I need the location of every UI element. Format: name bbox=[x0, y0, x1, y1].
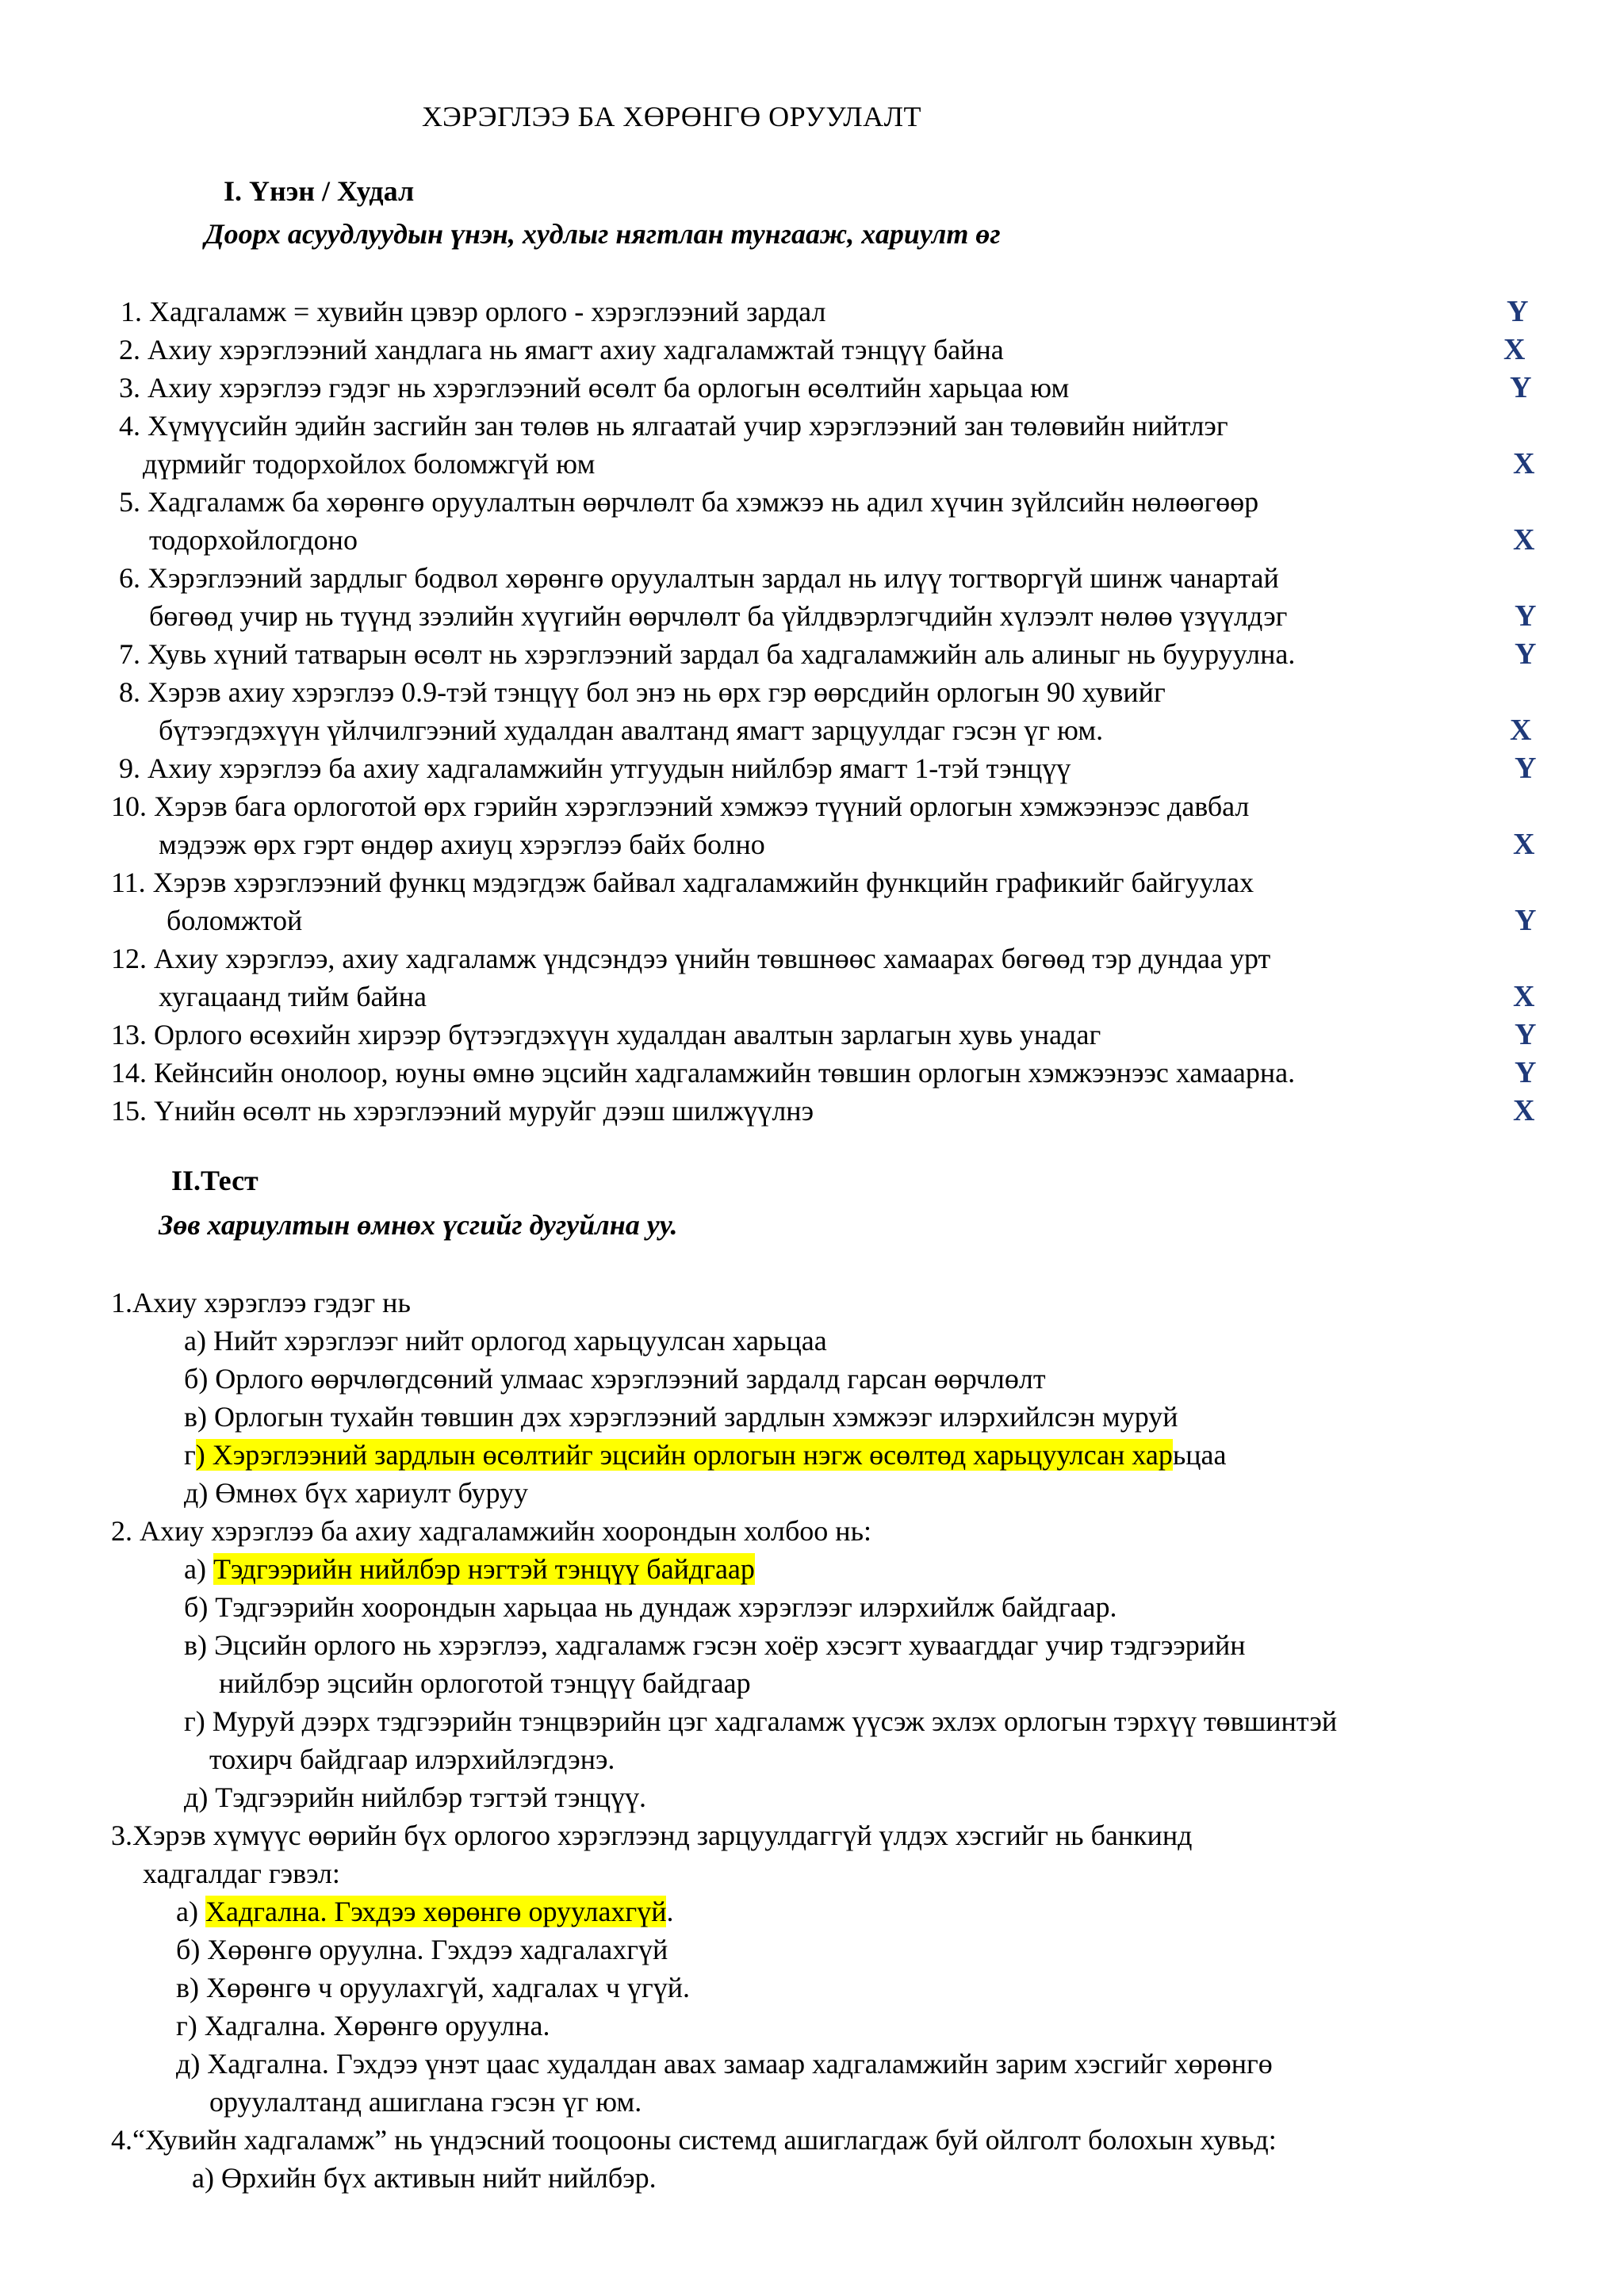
q3-stem-line1: 3.Хэрэв хүмүүс өөрийн бүх орлогоо хэрэглээнд зарцуулдаггүй үлдэх хэсгийг нь банкинд bbox=[111, 1820, 1193, 1851]
q1-stem: 1.Ахиу хэрэглээ гэдэг нь bbox=[111, 1287, 411, 1318]
tf-line-8b: бүтээгдэхүүн үйлчилгээний худалдан авалтанд ямагт зарцуулдаг гэсэн үг юм. bbox=[159, 714, 1104, 746]
tf-line-10b: мэдээж өрх гэрт өндөр ахиуц хэрэглээ байх болно bbox=[159, 828, 765, 860]
section-1-instruction: Доорх асуудлуудын үнэн, худлыг нягтлан тунгааж, хариулт өг bbox=[205, 218, 1001, 250]
q1-option-c: в) Орлогын тухайн төвшин дэх хэрэглээний зардлын хэмжээг илэрхийлсэн муруй bbox=[184, 1401, 1178, 1433]
q2-option-d-line2: тохирч байдгаар илэрхийлэгдэнэ. bbox=[209, 1743, 615, 1775]
tf-line-15: 15. Үнийн өсөлт нь хэрэглээний муруйг дээш шилжүүлнэ bbox=[111, 1095, 814, 1127]
tf-line-4a: 4. Хүмүүсийн эдийн засгийн зан төлөв нь ялгаатай учир хэрэглээний зан төлөвийн нийтлэг bbox=[119, 410, 1228, 442]
q1-option-b: б) Орлого өөрчлөгдсөний улмаас хэрэглээний зардалд гарсан өөрчлөлт bbox=[184, 1363, 1046, 1395]
answer-10: X bbox=[1513, 828, 1535, 861]
q1-option-d-highlight: ) Хэрэглээний зардлын өсөлтийг эцсийн орлогын нэгж өсөлтөд харьцуулсан хар bbox=[195, 1439, 1173, 1471]
page-title: ХЭРЭГЛЭЭ БА ХӨРӨНГӨ ОРУУЛАЛТ bbox=[422, 101, 922, 132]
tf-line-6a: 6. Хэрэглээний зардлыг бодвол хөрөнгө оруулалтын зардал нь илүү тогтворгүй шинж чанартай bbox=[119, 562, 1279, 594]
tf-line-12b: хугацаанд тийм байна bbox=[159, 981, 427, 1012]
answer-4: X bbox=[1513, 447, 1535, 480]
q4-stem: 4.“Хувийн хадгаламж” нь үндэсний тооцооны системд ашиглагдаж буй ойлголт болохын хувьд: bbox=[111, 2124, 1277, 2156]
q1-option-a: а) Нийт хэрэглээг нийт орлогод харьцуулсан харьцаа bbox=[184, 1325, 827, 1357]
q1-option-d-rest: ьцаа bbox=[1172, 1439, 1227, 1471]
answer-14: Y bbox=[1515, 1056, 1537, 1089]
q3-option-a-rest: . bbox=[666, 1896, 674, 1927]
tf-line-5a: 5. Хадгаламж ба хөрөнгө оруулалтын өөрчлөлт ба хэмжээ нь адил хүчин зүйлсийн нөлөөгөөр bbox=[119, 486, 1259, 518]
q2-option-c-line1: в) Эцсийн орлого нь хэрэглээ, хадгаламж гэсэн хоёр хэсэгт хуваагддаг учир тэдгээрийн bbox=[184, 1629, 1246, 1661]
answer-13: Y bbox=[1515, 1018, 1537, 1051]
tf-line-14: 14. Кейнсийн онолоор, юуны өмнө эцсийн хадгаламжийн төвшин орлогын хэмжээнээс хамаарна. bbox=[111, 1057, 1296, 1089]
q2-option-e: д) Тэдгээрийн нийлбэр тэгтэй тэнцүү. bbox=[184, 1781, 646, 1813]
q2-option-a-letter: а) bbox=[184, 1553, 213, 1585]
q1-option-d-letter: г bbox=[184, 1439, 196, 1471]
answer-2: X bbox=[1503, 333, 1526, 366]
tf-line-12a: 12. Ахиу хэрэглээ, ахиу хадгаламж үндсэндээ үнийн төвшнөөс хамаарах бөгөөд тэр дундаа урт bbox=[111, 943, 1271, 974]
section-1-heading: I. Үнэн / Худал bbox=[224, 175, 415, 207]
tf-line-6b: бөгөөд учир нь түүнд зээлийн хүүгийн өөрчлөлт ба үйлдвэрлэгчдийн хүлээлт нөлөө үзүүлдэг bbox=[149, 600, 1288, 632]
tf-line-7: 7. Хувь хүний татварын өсөлт нь хэрэглээний зардал ба хадгаламжийн аль алиныг нь бууруулна. bbox=[119, 638, 1296, 670]
section-2-heading: II.Тест bbox=[171, 1165, 259, 1196]
q2-option-a bbox=[184, 1551, 755, 1587]
q3-option-c: в) Хөрөнгө ч оруулахгүй, хадгалах ч үгүй. bbox=[176, 1972, 690, 2003]
tf-line-2: 2. Ахиу хэрэглээний хандлага нь ямагт ахиу хадгаламжтай тэнцүү байна bbox=[119, 334, 1004, 365]
answer-15: X bbox=[1513, 1094, 1535, 1127]
q3-option-e-line2: оруулалтанд ашиглана гэсэн үг юм. bbox=[209, 2086, 642, 2118]
tf-line-9: 9. Ахиу хэрэглээ ба ахиу хадгаламжийн утгуудын нийлбэр ямагт 1-тэй тэнцүү bbox=[119, 752, 1071, 784]
answer-6: Y bbox=[1515, 599, 1537, 633]
q2-option-a-highlight: Тэдгээрийн нийлбэр нэгтэй тэнцүү байдгаар bbox=[213, 1553, 755, 1585]
answer-5: X bbox=[1513, 523, 1535, 557]
q2-option-b: б) Тэдгээрийн хоорондын харьцаа нь дундаж хэрэглээг илэрхийлж байдгаар. bbox=[184, 1591, 1117, 1623]
q1-option-e: д) Өмнөх бүх хариулт буруу bbox=[184, 1477, 529, 1509]
tf-line-13: 13. Орлого өсөхийн хирээр бүтээгдэхүүн худалдан авалтын зарлагын хувь унадаг bbox=[111, 1019, 1101, 1050]
q3-option-b: б) Хөрөнгө оруулна. Гэхдээ хадгалахгүй bbox=[176, 1934, 668, 1965]
tf-line-10a: 10. Хэрэв бага орлоготой өрх гэрийн хэрэглээний хэмжээ түүний орлогын хэмжээнээс давбал bbox=[111, 790, 1250, 822]
q2-stem: 2. Ахиу хэрэглээ ба ахиу хадгаламжийн хоорондын холбоо нь: bbox=[111, 1515, 871, 1547]
section-2-instruction: Зөв хариултын өмнөх үсгийг дугуйлна уу. bbox=[159, 1209, 678, 1241]
q3-option-a-letter: а) bbox=[176, 1896, 205, 1927]
answer-9: Y bbox=[1515, 752, 1537, 785]
tf-line-8a: 8. Хэрэв ахиу хэрэглээ 0.9-тэй тэнцүү бол энэ нь өрх гэр өөрсдийн орлогын 90 хувийг bbox=[119, 676, 1166, 708]
tf-line-1: 1. Хадгаламж = хувийн цэвэр орлого - хэрэглээний зардал bbox=[121, 296, 826, 327]
answer-12: X bbox=[1513, 980, 1535, 1013]
q2-option-d-line1: г) Муруй дээрх тэдгээрийн тэнцвэрийн цэг хадгаламж үүсэж эхлэх орлогын тэрхүү төвшинтэй bbox=[184, 1705, 1338, 1737]
q1-option-d bbox=[184, 1437, 1227, 1473]
q3-option-d: г) Хадгална. Хөрөнгө оруулна. bbox=[176, 2010, 550, 2042]
q2-option-c-line2: нийлбэр эцсийн орлоготой тэнцүү байдгаар bbox=[219, 1667, 751, 1699]
answer-11: Y bbox=[1515, 904, 1537, 937]
answer-1: Y bbox=[1507, 295, 1529, 328]
q3-stem-line2: хадгалдаг гэвэл: bbox=[143, 1858, 340, 1889]
answer-7: Y bbox=[1515, 637, 1537, 671]
tf-line-11a: 11. Хэрэв хэрэглээний функц мэдэгдэж байвал хадгаламжийн функцийн графикийг байгуулах bbox=[111, 867, 1254, 898]
tf-line-11b: боломжтой bbox=[167, 905, 303, 936]
tf-line-3: 3. Ахиу хэрэглээ гэдэг нь хэрэглээний өсөлт ба орлогын өсөлтийн харьцаа юм bbox=[119, 372, 1070, 404]
answer-3: Y bbox=[1510, 371, 1532, 404]
q3-option-a bbox=[176, 1893, 673, 1930]
tf-line-5b: тодорхойлогдоно bbox=[149, 524, 358, 556]
q3-option-a-highlight: Хадгална. Гэхдээ хөрөнгө оруулахгүй bbox=[205, 1896, 667, 1927]
answer-8: X bbox=[1510, 714, 1532, 747]
q4-option-a: а) Өрхийн бүх активын нийт нийлбэр. bbox=[192, 2162, 657, 2194]
tf-line-4b: дүрмийг тодорхойлох боломжгүй юм bbox=[143, 448, 596, 480]
q3-option-e-line1: д) Хадгална. Гэхдээ үнэт цаас худалдан авах замаар хадгаламжийн зарим хэсгийг хөрөнгө bbox=[176, 2048, 1273, 2080]
